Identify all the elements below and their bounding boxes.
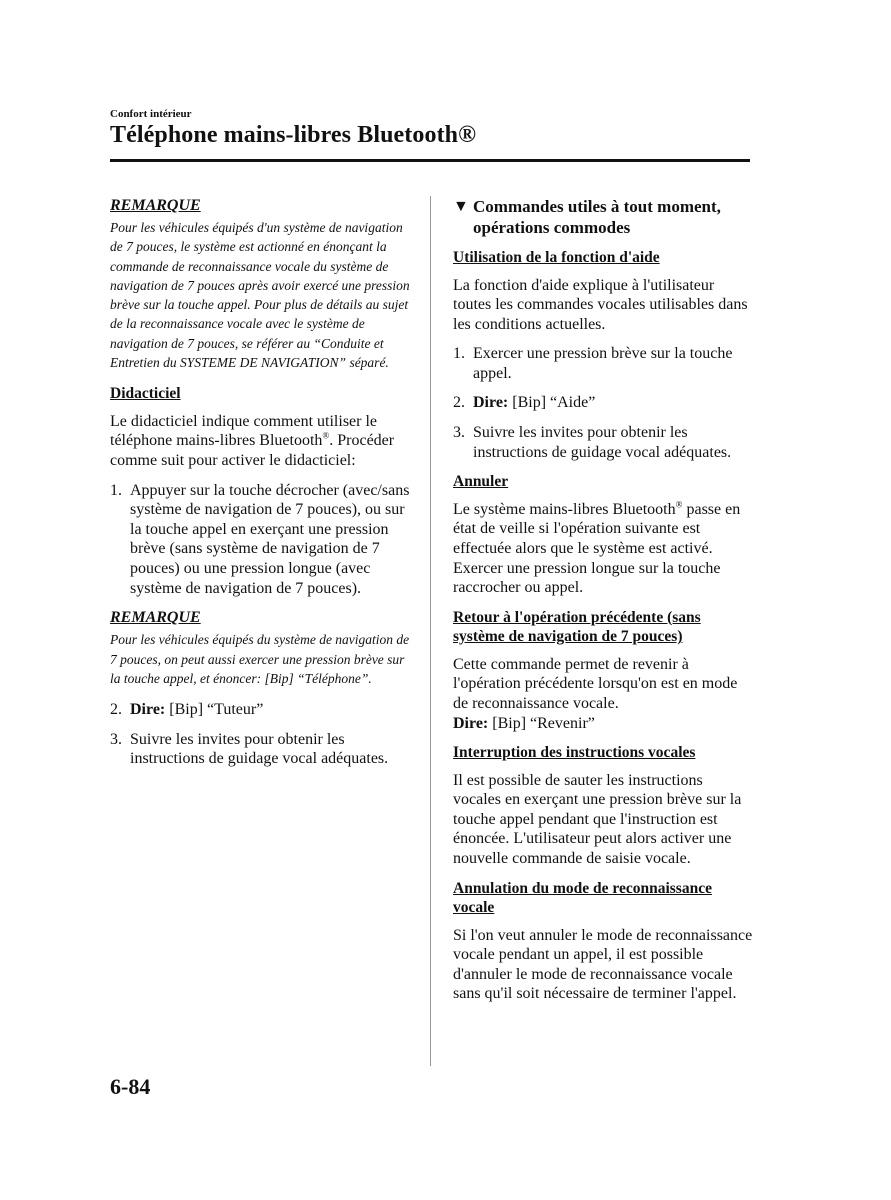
- list-item: [453, 344, 753, 383]
- step-label: Dire:: [130, 701, 166, 719]
- registered-mark: ®: [675, 499, 683, 510]
- retour-label: Dire:: [453, 714, 489, 732]
- step-number: 1.: [453, 345, 465, 363]
- annulation-heading: Annulation du mode de reconnaissance vocale: [453, 879, 712, 917]
- list-item: [110, 481, 410, 599]
- registered-mark: ®: [322, 431, 330, 442]
- retour-paragraph: [453, 655, 753, 733]
- step-text: Appuyer sur la touche décrocher (avec/sans système de navigation de 7 pouces), ou sur la touche appel en exerçant une pression brève (sans système de navigation de 7 pouces) ou une pression longue (avec système de navigation de 7 pouces).: [130, 481, 410, 597]
- aide-paragraph: La fonction d'aide explique à l'utilisateur toutes les commandes vocales utilisables dans les conditions actuelles.: [453, 276, 748, 333]
- aide-heading: Utilisation de la fonction d'aide: [453, 249, 660, 266]
- annuler-text-1: Le système mains-libres Bluetooth: [453, 500, 676, 518]
- column-divider: [430, 196, 431, 1066]
- step-number: 1.: [110, 481, 122, 499]
- section-heading-text: Commandes utiles à tout moment, opérations commodes: [473, 197, 721, 237]
- retour-text: Cette commande permet de revenir à l'opération précédente lorsqu'on est en mode de reconnaissance vocale.: [453, 655, 738, 712]
- interruption-heading: Interruption des instructions vocales: [453, 744, 696, 762]
- annuler-heading: Annuler: [453, 473, 509, 491]
- retour-heading: Retour à l'opération précédente (sans système de navigation de 7 pouces): [453, 608, 701, 646]
- note-title: REMARQUE: [110, 609, 201, 627]
- didacticiel-steps-continued: [110, 700, 410, 769]
- note-text: Pour les véhicules équipés du système de navigation de 7 pouces, on peut aussi exercer une pression brève sur la touche appel, et énoncer: [Bip] “Téléphone”.: [110, 632, 410, 686]
- annuler-text-2: passe en état de veille si l'opération suivante est effectuée alors que le système est activé. Exercer une pression longue sur la touche raccrocher ou appel.: [453, 500, 741, 597]
- interruption-paragraph: Il est possible de sauter les instructions vocales en exerçant une pression brève sur la touche appel pendant que l'instruction est énoncée. L'utilisateur peut alors activer une nouvelle commande de saisie vocale.: [453, 771, 742, 867]
- step-text: [Bip] “Aide”: [508, 394, 596, 412]
- didacticiel-steps: [110, 481, 410, 599]
- right-column: [453, 196, 753, 1014]
- step-text: Suivre les invites pour obtenir les instructions de guidage vocal adéquates.: [473, 424, 732, 461]
- list-item: [453, 423, 753, 462]
- annulation-paragraph: Si l'on veut annuler le mode de reconnaissance vocale pendant un appel, il est possible d'annuler le mode de reconnaissance vocale sans qu'il soit nécessaire de terminer l'appel.: [453, 926, 753, 1003]
- didacticiel-text-2: . Procéder comme suit pour activer le didacticiel:: [110, 432, 395, 470]
- didacticiel-heading: Didacticiel: [110, 385, 181, 403]
- list-item: [110, 730, 410, 769]
- list-item: [110, 700, 410, 720]
- title-divider: [110, 159, 750, 162]
- step-number: 2.: [453, 394, 465, 412]
- note-title: REMARQUE: [110, 197, 201, 214]
- step-text: Exercer une pression brève sur la touche appel.: [473, 345, 733, 382]
- triangle-down-icon: ▼: [453, 198, 469, 215]
- didacticiel-paragraph: [110, 412, 410, 471]
- list-item: [453, 393, 753, 413]
- retour-command: [Bip] “Revenir”: [488, 714, 595, 732]
- step-number: 3.: [453, 424, 465, 442]
- note-text: Pour les véhicules équipés d'un système de navigation de 7 pouces, le système est actionné en énonçant la commande de reconnaissance vocale du système de navigation de 7 pouces après avoir exercé une pression brève sur la touche appel. Pour plus de détails au sujet de la reconnaissance vocale avec le système de navigation de 7 pouces, se référer au “Conduite et Entretien du SYSTEME DE NAVIGATION” séparé.: [110, 220, 410, 371]
- left-column: [110, 196, 410, 779]
- step-text: Suivre les invites pour obtenir les instructions de guidage vocal adéquates.: [130, 730, 389, 768]
- step-number: 2.: [110, 701, 122, 719]
- step-number: 3.: [110, 730, 122, 748]
- step-label: Dire:: [473, 394, 509, 412]
- didacticiel-text-1: Le didacticiel indique comment utiliser le téléphone mains-libres Bluetooth: [110, 412, 378, 450]
- page-title: Téléphone mains-libres Bluetooth®: [110, 122, 477, 148]
- section-label: Confort intérieur: [110, 108, 192, 120]
- section-heading: [453, 196, 753, 238]
- page-number: 6-84: [110, 1074, 151, 1099]
- aide-steps: [453, 344, 753, 462]
- annuler-paragraph: [453, 500, 753, 598]
- step-text: [Bip] “Tuteur”: [165, 701, 264, 719]
